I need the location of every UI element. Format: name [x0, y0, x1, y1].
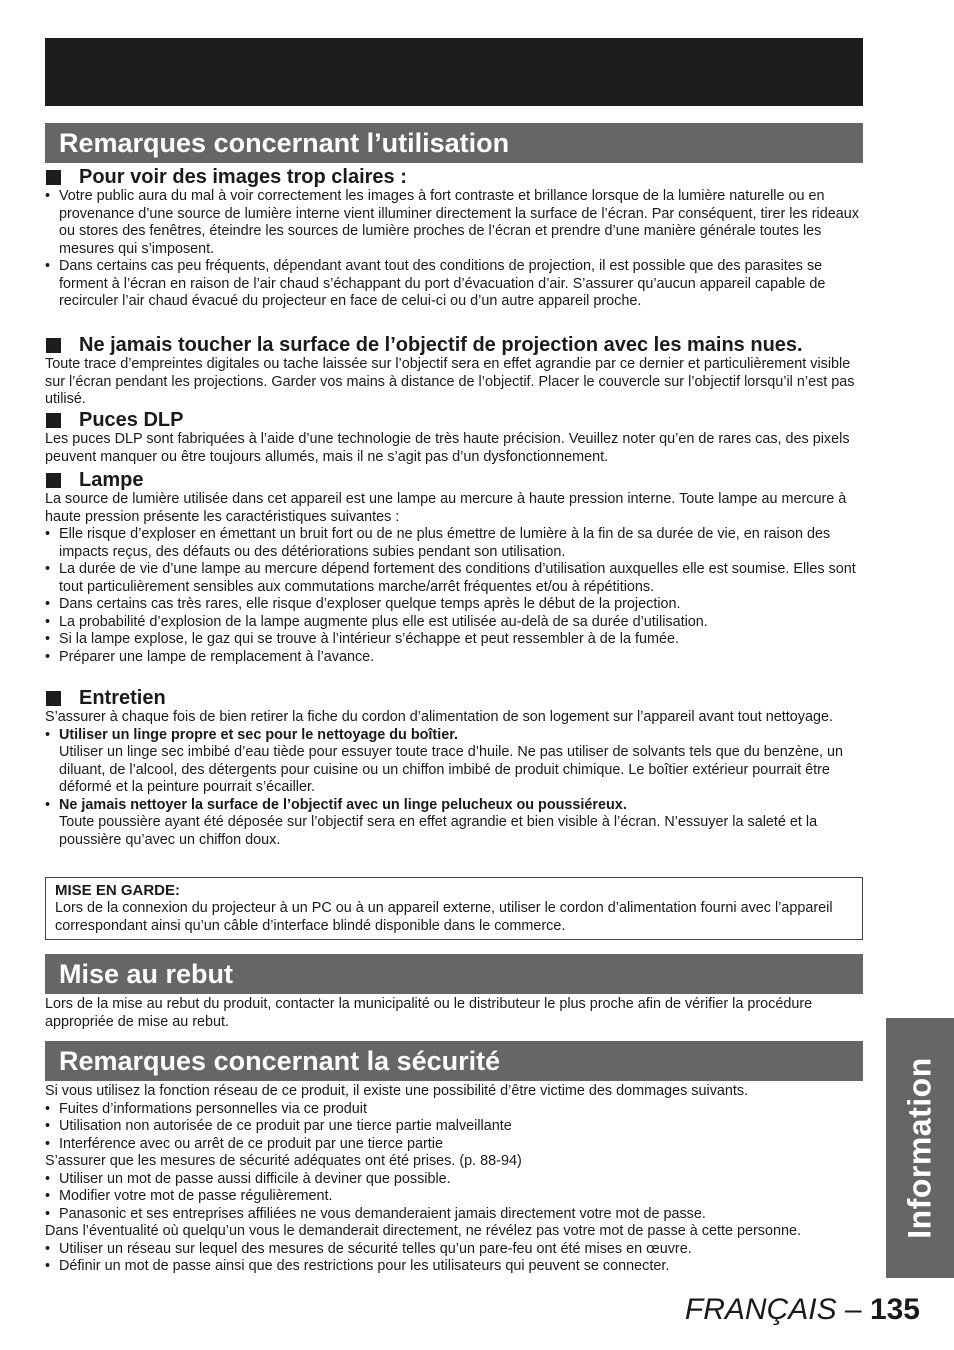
square-bullet-icon: [46, 338, 61, 353]
caution-box: [45, 877, 863, 940]
disposal-body: [45, 996, 863, 1031]
list-item: • Utiliser un réseau sur lequel des mesures de sécurité telles qu’un pare-feu ont été mises en œuvre.: [45, 1241, 863, 1259]
list-item: • Dans certains cas peu fréquents, dépendant avant tout des conditions de projection, il est possible que des parasites se forment à l’écran en raison de l’air chaud s’échappant du port d’évacuation d’air. S’assurer qu’aucun appareil capable de recirculer l’air chaud évacué du projecteur en face de celui-ci ou d’un autre appareil proche.: [45, 258, 863, 311]
list-item: • Fuites d’informations personnelles via ce produit: [45, 1101, 863, 1119]
subsection-heading: Lampe: [79, 469, 144, 491]
security-body: [45, 1083, 863, 1276]
list-item: • Utiliser un mot de passe aussi difficile à deviner que possible.: [45, 1171, 863, 1189]
list-item: • Interférence avec ou arrêt de ce produit par une tierce partie: [45, 1136, 863, 1154]
subsection-maintenance: [45, 688, 863, 849]
list-item: • Préparer une lampe de remplacement à l’avance.: [45, 649, 863, 667]
square-bullet-icon: [46, 413, 61, 428]
square-bullet-icon: [46, 473, 61, 488]
bold-lead: • Ne jamais nettoyer la surface de l’objectif avec un linge pelucheux ou poussiéreux.: [59, 796, 627, 813]
subsection-heading: Ne jamais toucher la surface de l’objectif de projection avec les mains nues.: [79, 334, 803, 356]
measure-list: [45, 1171, 863, 1224]
paragraph: S’assurer que les mesures de sécurité adéquates ont été prises. (p. 88-94): [45, 1153, 522, 1169]
page-number: 135: [869, 1293, 920, 1326]
header-bar: [45, 38, 863, 106]
paragraph: La source de lumière utilisée dans cet appareil est une lampe au mercure à haute pression interne. Toute lampe au mercure à haute pression présente les caractéristiques suivantes :: [45, 491, 847, 525]
caution-text: Lors de la connexion du projecteur à un PC ou à un appareil externe, utiliser le cordon d’alimentation fourni avec l’appareil correspondant ainsi qu’un câble d’interface blindé disponible dans le commerce.: [55, 900, 833, 934]
extra-list: [45, 1241, 863, 1276]
subsection-lens: [45, 335, 863, 409]
paragraph: Toute trace d’empreintes digitales ou tache laissée sur l’objectif sera en effet agrandie par ce dernier et particulièrement visible sur l’écran pendant les projections. Garder vos mains à distance de l’objectif. Placer le couvercle sur l’objectif lorsqu’il n’est pas utilisé.: [45, 356, 855, 407]
footer-language: FRANÇAIS: [684, 1293, 837, 1326]
subsection-dlp: [45, 410, 863, 466]
paragraph: Lors de la mise au rebut du produit, contacter la municipalité ou le distributeur le plus proche afin de vérifier la procédure appropriée de mise au rebut.: [45, 996, 813, 1030]
subsection-bright-images: [45, 167, 863, 311]
caution-title: MISE EN GARDE:: [55, 882, 181, 899]
bullet-list: [45, 526, 863, 666]
list-item: • Définir un mot de passe ainsi que des restrictions pour les utilisateurs qui peuvent se connecter.: [45, 1258, 863, 1276]
list-item: • Si la lampe explose, le gaz qui se trouve à l’intérieur s’échappe et peut ressembler à de la fumée.: [45, 631, 863, 649]
bullet-list: [45, 727, 863, 850]
list-item: • Votre public aura du mal à voir correctement les images à fort contraste et brillance lorsque de la lumière naturelle ou en provenance d’une source de lumière interne vient illuminer directement la surface de l’écran. Par conséquent, tirer les rideaux ou stores des fenêtres, éteindre les sources de lumière proches de l’écran et prendre d’une manière générale toutes les mesures qui s’imposent.: [45, 188, 863, 258]
list-item: • Modifier votre mot de passe régulièrement.: [45, 1188, 863, 1206]
risk-list: [45, 1101, 863, 1154]
paragraph: Dans l’éventualité où quelqu’un vous le demanderait directement, ne révélez pas votre mot de passe à cette personne.: [45, 1223, 801, 1239]
bullet-list: [45, 188, 863, 311]
list-item: • Dans certains cas très rares, elle risque d’exploser quelque temps après le début de la projection.: [45, 596, 863, 614]
square-bullet-icon: [46, 691, 61, 706]
side-tab-label: Information: [901, 1057, 938, 1239]
bold-lead: • Utiliser un linge propre et sec pour le nettoyage du boîtier.: [59, 726, 459, 743]
item-body: Utiliser un linge sec imbibé d’eau tiède pour essuyer toute trace d’huile. Ne pas utiliser de solvants tels que du benzène, un diluant, de l’alcool, des détergents pour cuisine ou un chiffon imbibé de produit chimique. Le boîtier extérieur pourrait être déformé et la peinture pourrait s’écailler.: [59, 744, 843, 795]
list-item: [45, 797, 863, 850]
page-footer: [685, 1292, 920, 1328]
subsection-heading: Puces DLP: [79, 409, 184, 431]
item-body: Toute poussière ayant été déposée sur l’objectif sera en effet agrandie et bien visible à l’écran. N’essuyer la saleté et la poussière qu’avec un chiffon doux.: [59, 814, 818, 848]
list-item: [45, 727, 863, 797]
paragraph: Les puces DLP sont fabriquées à l’aide d’une technologie de très haute précision. Veuillez noter qu’en de rares cas, des pixels peuvent manquer ou être toujours allumés, mais il ne s’agit pas d’un dysfonctionnement.: [45, 431, 850, 465]
list-item: • Panasonic et ses entreprises affiliées ne vous demanderaient jamais directement votre mot de passe.: [45, 1206, 863, 1224]
subsection-heading: Entretien: [79, 687, 166, 709]
footer-separator: –: [836, 1293, 870, 1326]
section-title-security: Remarques concernant la sécurité: [45, 1041, 863, 1081]
section-title-disposal: Mise au rebut: [45, 954, 863, 994]
subsection-lamp: [45, 470, 863, 666]
side-tab-information: [886, 1018, 954, 1278]
list-item: • Elle risque d’exploser en émettant un bruit fort ou de ne plus émettre de lumière à la fin de sa durée de vie, en raison des impacts reçus, des défauts ou des détériorations subies pendant son utilisation.: [45, 526, 863, 561]
list-item: • La probabilité d’explosion de la lampe augmente plus elle est utilisée au-delà de sa durée d’utilisation.: [45, 614, 863, 632]
subsection-heading: Pour voir des images trop claires :: [79, 166, 407, 188]
square-bullet-icon: [46, 170, 61, 185]
list-item: • Utilisation non autorisée de ce produit par une tierce partie malveillante: [45, 1118, 863, 1136]
paragraph: S’assurer à chaque fois de bien retirer la fiche du cordon d’alimentation de son logement sur l’appareil avant tout nettoyage.: [45, 709, 833, 725]
section-title-usage: Remarques concernant l’utilisation: [45, 123, 863, 163]
paragraph: Si vous utilisez la fonction réseau de ce produit, il existe une possibilité d’être victime des dommages suivants.: [45, 1083, 749, 1099]
list-item: • La durée de vie d’une lampe au mercure dépend fortement des conditions d’utilisation auxquelles elle est soumise. Elles sont tout particulièrement sensibles aux commutations marche/arrêt fréquentes et/ou à répétitions.: [45, 561, 863, 596]
